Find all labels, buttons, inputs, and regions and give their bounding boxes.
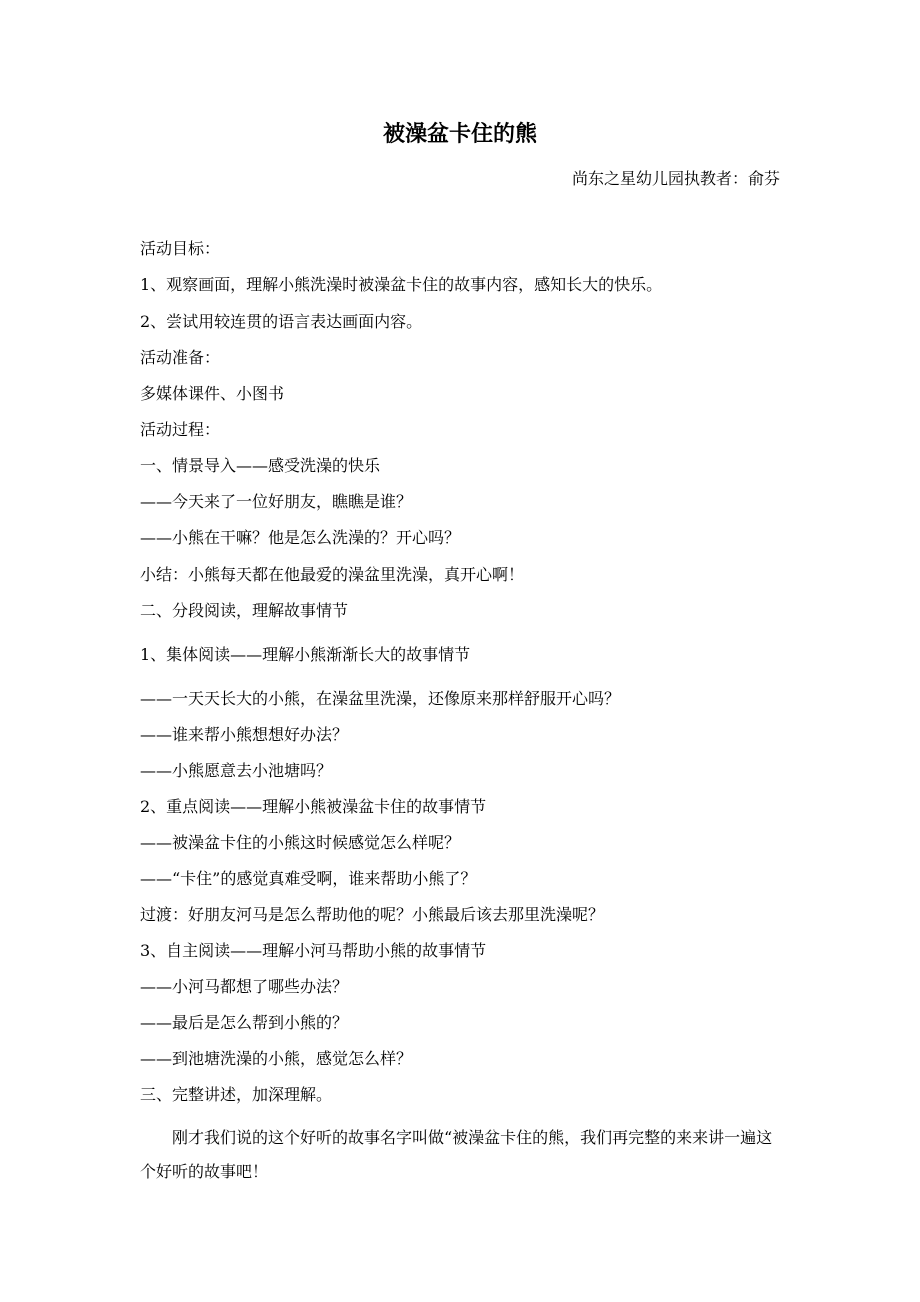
text-line: 1、集体阅读——理解小熊渐渐长大的故事情节 xyxy=(140,645,471,664)
text-line: 过渡：好朋友河马是怎么帮助他的呢？小熊最后该去那里洗澡呢？ xyxy=(140,905,605,924)
text-line: ——小河马都想了哪些办法？ xyxy=(140,977,349,996)
document-title: 被澡盆卡住的熊 xyxy=(382,122,537,147)
text-line: 二、分段阅读，理解故事情节 xyxy=(140,601,349,620)
text-line: 小结：小熊每天都在他最爱的澡盆里洗澡，真开心啊！ xyxy=(140,565,525,584)
text-line: 多媒体课件、小图书 xyxy=(140,384,285,403)
text-line: ——被澡盆卡住的小熊这时候感觉怎么样呢？ xyxy=(140,833,461,852)
text-line: 2、重点阅读——理解小熊被澡盆卡住的故事情节 xyxy=(140,797,487,816)
text-line: 活动过程： xyxy=(140,420,221,439)
closing-paragraph: 刚才我们说的这个好听的故事名字叫做“被澡盆卡住的熊，我们再完整的来来讲一遍这个好听的故事吧！ xyxy=(140,1128,773,1181)
text-line: 2、尝试用较连贯的语言表达画面内容。 xyxy=(140,312,423,331)
text-line: ——谁来帮小熊想想好办法？ xyxy=(140,725,349,744)
text-line: ——最后是怎么帮到小熊的？ xyxy=(140,1013,349,1032)
text-line: ——到池塘洗澡的小熊，感觉怎么样？ xyxy=(140,1049,413,1068)
text-line: 一、情景导入——感受洗澡的快乐 xyxy=(140,456,381,475)
text-line: ——小熊在干嘛？他是怎么洗澡的？开心吗？ xyxy=(140,528,461,547)
text-line: 三、完整讲述，加深理解。 xyxy=(140,1085,333,1104)
text-line: 1、观察画面，理解小熊洗澡时被澡盆卡住的故事内容，感知长大的快乐。 xyxy=(140,275,663,294)
text-line: ——“卡住”的感觉真难受啊，谁来帮助小熊了？ xyxy=(140,869,477,888)
text-line: ——小熊愿意去小池塘吗？ xyxy=(140,761,333,780)
text-line: 3、自主阅读——理解小河马帮助小熊的故事情节 xyxy=(140,941,487,960)
text-line: ——今天来了一位好朋友，瞧瞧是谁？ xyxy=(140,492,413,511)
text-line: ——一天天长大的小熊，在澡盆里洗澡，还像原来那样舒服开心吗？ xyxy=(140,689,621,708)
text-line: 活动目标： xyxy=(140,239,221,258)
author-line: 尚东之星幼儿园执教者：俞芬 xyxy=(571,169,780,188)
text-line: 活动准备： xyxy=(140,348,221,367)
